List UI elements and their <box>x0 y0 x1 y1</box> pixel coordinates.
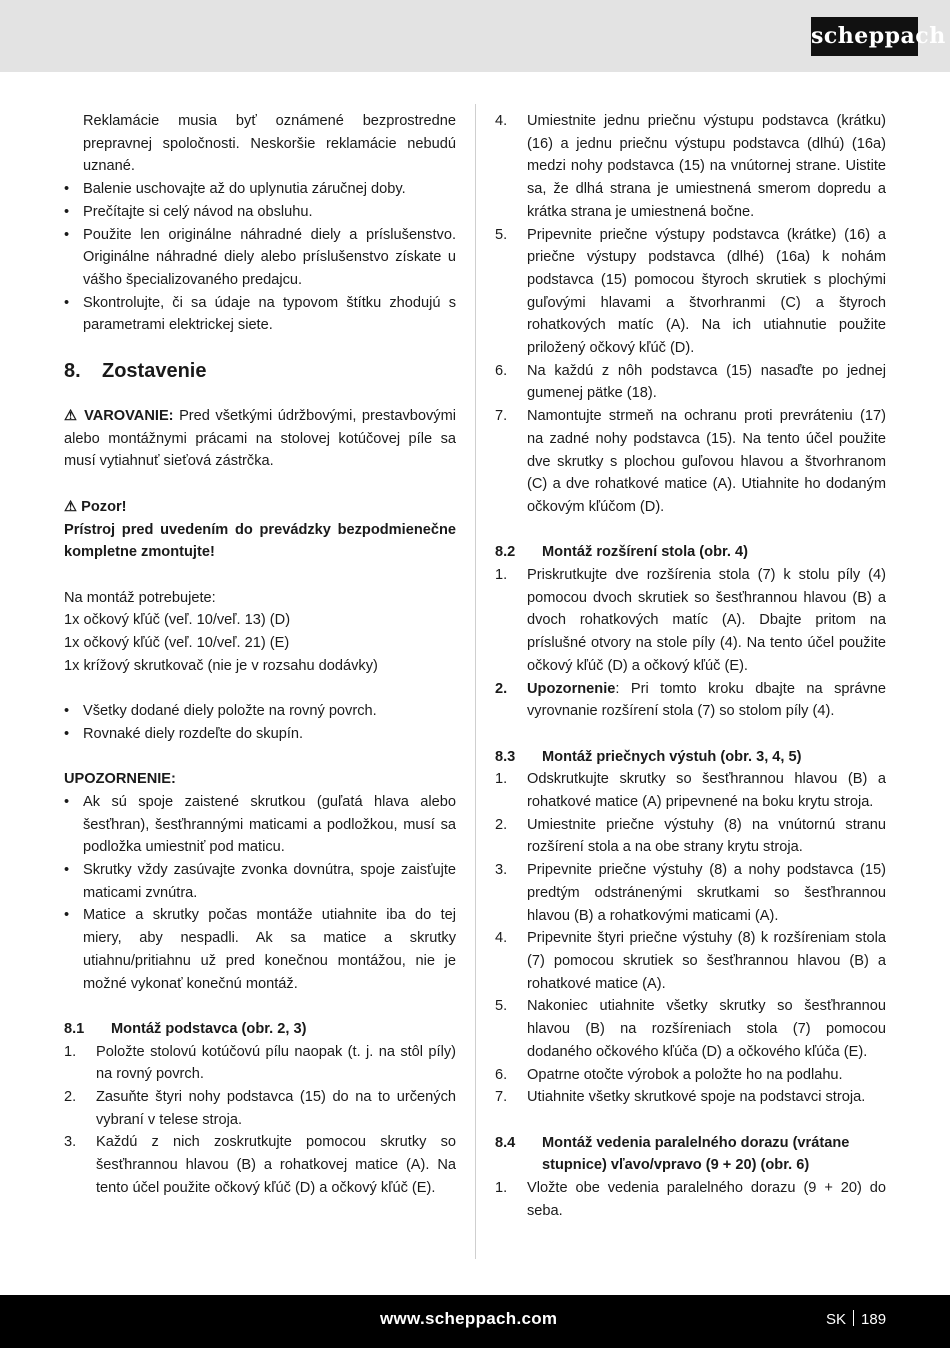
subsection-heading-8-1: 8.1 Montáž podstavca (obr. 2, 3) <box>64 1020 307 1037</box>
page-header <box>0 0 950 72</box>
warning-text: Pred všetkými údržbovými, prestavbovými alebo montážnymi prácami na stolovej kotúčovej píle sa musí vytiahnuť sieťová zástrčka. <box>64 408 456 470</box>
page-number <box>826 1310 886 1328</box>
subsection-heading-8-4: 8.4 Montáž vedenia paralelného dorazu (vrátane stupnice) vľavo/vpravo (9 + 20) (obr. 6) <box>495 1134 850 1174</box>
numbered-item: 6. Opatrne otočte výrobok a položte ho na podlahu. <box>495 1066 843 1083</box>
page-footer <box>0 1295 950 1348</box>
subsection-heading-8-3: 8.3 Montáž priečnych výstuh (obr. 3, 4, 5) <box>495 748 802 765</box>
tool-item: 1x krížový skrutkovač (nie je v rozsahu dodávky) <box>64 657 378 674</box>
section-title: Zostavenie <box>102 360 207 383</box>
numbered-item: 1. Priskrutkujte dve rozšírenia stola (7) k stolu píly (4) pomocou dvoch skrutiek so šesťhrannou hlavou (B) a dvoch rohatkových matíc (A). Dbajte pritom na príslušné otvory na stole píly (4). Na tento účel použite očkový kľúč (D) a očkový kľúč (E). <box>495 567 886 674</box>
tool-item: 1x očkový kľúč (veľ. 10/veľ. 21) (E) <box>64 635 290 652</box>
numbered-item: 3. Pripevnite priečne výstuhy (8) a nohy podstavca (15) predtým odstránenými skrutkami so šesťhrannou hlavou (B) a rohatkovými maticami (A). <box>495 862 886 924</box>
numbered-item: 5. Pripevnite priečne výstupy podstavca (krátke) (16) a priečne výstupy podstavca (dlhé) (16a) k nohám podstavca (15) pomocou štyroch skrutiek s plochými guľovými hlavami a štvorhranmi (C) a štyroch rohatkových matíc (A). Na ich utiahnutie použite priložený očkový kľúč (D). <box>495 226 886 357</box>
left-column <box>64 110 456 1200</box>
numbered-item: 7. Namontujte strmeň na ochranu proti prevráteniu (17) na zadné nohy podstavca (15). Na tento účel použite dve skrutky s plochou guľovou hlavou a štvorhranom (C) a dve rohatkové matice (A). Utiahnite ho dodaným očkovým kľúčom (D). <box>495 408 886 515</box>
subsection-heading-8-2: 8.2 Montáž rozšírení stola (obr. 4) <box>495 544 748 561</box>
page-number-value: 189 <box>861 1311 887 1328</box>
list-item: • Prečítajte si celý návod na obsluhu. <box>64 201 456 224</box>
list-item: • Matice a skrutky počas montáže utiahnite iba do tej miery, aby nespadli. Ak sa matice a skrutky utiahnu/pritiahnu už pred konečnou montážou, nie je možné vykonať konečnú montáž. <box>64 904 456 995</box>
section-heading <box>64 357 456 385</box>
caution-label: ⚠ Pozor! <box>64 498 127 515</box>
warning-paragraph <box>64 405 456 473</box>
caution-text: Prístroj pred uvedením do prevádzky bezpodmienečne kompletne zmontujte! <box>64 521 456 561</box>
column-divider <box>475 104 476 1259</box>
footer-url[interactable]: www.scheppach.com <box>380 1309 558 1328</box>
tool-item: 1x očkový kľúč (veľ. 10/veľ. 13) (D) <box>64 612 291 629</box>
numbered-item: 2. Umiestnite priečne výstuhy (8) na vnútornú stranu rozšírení stola a na obe strany krytu stroja. <box>495 816 886 856</box>
numbered-item: 7. Utiahnite všetky skrutkové spoje na podstavci stroja. <box>495 1089 866 1106</box>
list-item: • Balenie uschovajte až do uplynutia záručnej doby. <box>64 178 456 201</box>
right-column <box>495 110 886 1222</box>
numbered-item: 4. Umiestnite jednu priečnu výstupu podstavca (krátku) (16) a jednu priečnu výstupu podstavca (dlhú) (16a) medzi nohy podstavca (15) na vnútornej strane. Uistite sa, že dlhá strana je umiestnená smerom dopredu a krátka strana je umiestnená bočne. <box>495 113 886 220</box>
numbered-item: 2. Zasuňte štyri nohy podstavca (15) do na to určených vybraní v telese stroja. <box>64 1089 456 1128</box>
list-item: • Skontrolujte, či sa údaje na typovom štítku zhodujú s parametrami elektrickej siete. <box>64 292 456 337</box>
list-item: • Ak sú spoje zaistené skrutkou (guľatá hlava alebo šesťhran), šesťhrannými maticami a podložkou, musí sa podložka umiestniť pod maticu. <box>64 791 456 859</box>
numbered-item: 1. Vložte obe vedenia paralelného dorazu (9 + 20) do seba. <box>495 1180 886 1219</box>
numbered-item: 3. Každú z nich zoskrutkujte pomocou skrutky so šesťhrannou hlavou (B) a rohatkovej matice (A). Na tento účel použite očkový kľúč (D) a očkový kľúč (E). <box>64 1134 456 1196</box>
brand-logo: scheppach <box>811 17 918 56</box>
numbered-item: 2. Upozornenie: Pri tomto kroku dbajte na správne vyrovnanie rozšírení stola (7) so stolom píly (4). <box>495 680 886 720</box>
list-item: • Skrutky vždy zasúvajte zvonka dovnútra, spoje zaisťujte maticami zvnútra. <box>64 859 456 904</box>
numbered-item: 4. Pripevnite štyri priečne výstuhy (8) k rozšíreniam stola (7) pomocou skrutiek so šesťhrannou hlavou (B) a rohatkové matice (A). <box>495 930 886 992</box>
warning-label: ⚠ VAROVANIE: <box>64 408 174 425</box>
list-item: • Použite len originálne náhradné diely a príslušenstvo. Originálne náhradné diely alebo príslušenstvo získate u vášho špecializovaného predajcu. <box>64 224 456 292</box>
numbered-item: 1. Položte stolovú kotúčovú pílu naopak (t. j. na stôl píly) na rovný povrch. <box>64 1043 456 1083</box>
list-item: • Všetky dodané diely položte na rovný povrch. <box>64 700 456 723</box>
separator <box>853 1310 854 1326</box>
language-code: SK <box>826 1311 847 1328</box>
section-number: 8. <box>64 360 81 383</box>
tools-intro: Na montáž potrebujete: <box>64 589 216 606</box>
note-label: UPOZORNENIE: <box>64 771 176 788</box>
intro-continuation: Reklamácie musia byť oznámené bezprostredne prepravnej spoločnosti. Neskoršie reklamácie nebudú uznané. <box>83 113 456 175</box>
list-item: • Rovnaké diely rozdeľte do skupín. <box>64 723 456 746</box>
numbered-item: 1. Odskrutkujte skrutky so šesťhrannou hlavou (B) a rohatkové matice (A) pripevnené na boku krytu stroja. <box>495 771 886 811</box>
numbered-item: 6. Na každú z nôh podstavca (15) nasaďte po jednej gumenej pätke (18). <box>495 362 886 402</box>
numbered-item: 5. Nakoniec utiahnite všetky skrutky so šesťhrannou hlavou (B) na rozšíreniach stola (7) pomocou dodaného očkového kľúča (D) a očkového kľúča (E). <box>495 998 886 1060</box>
